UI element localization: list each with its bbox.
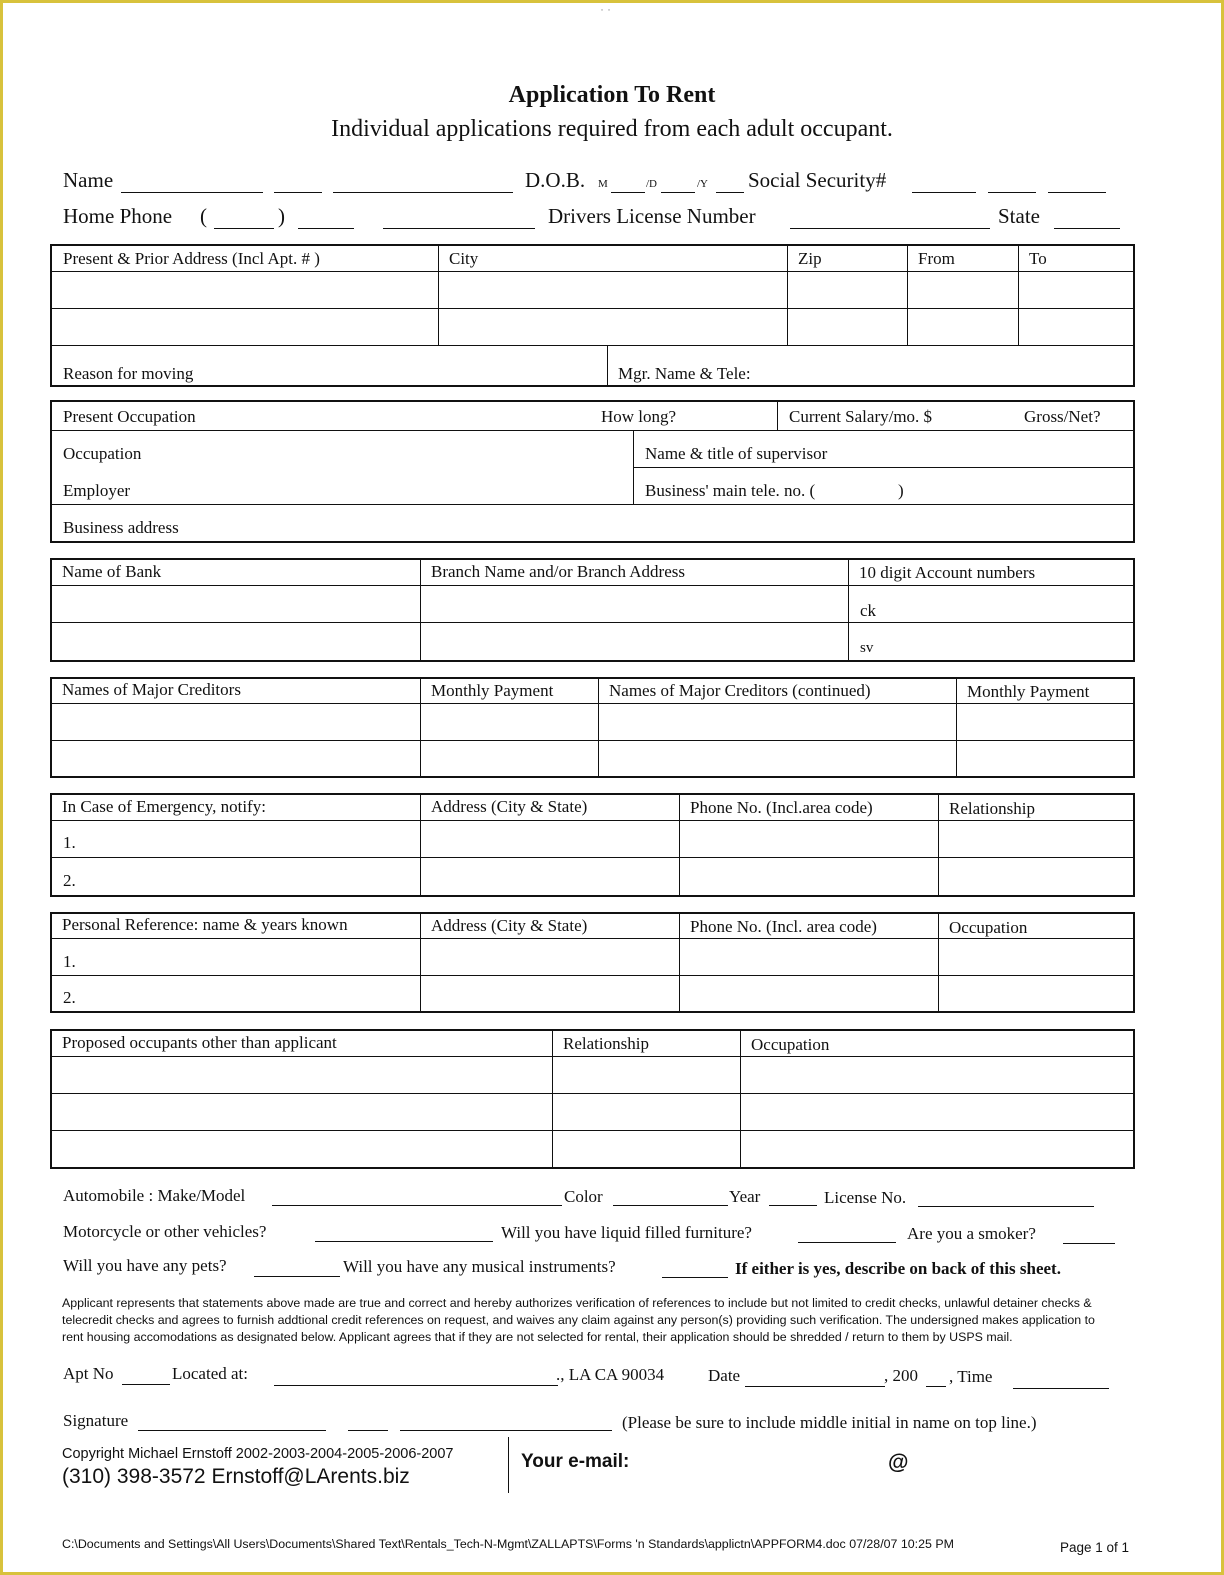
bank-name-header: Name of Bank [62,562,162,581]
col-divider [420,560,421,660]
col-divider [598,679,599,776]
area-code-line[interactable] [214,228,274,229]
disclaimer-line-1: Applicant represents that statements above made are true and correct and hereby authorizes verification of references to include but not limited to credit checks, unlawful detainer checks & [62,1296,1092,1310]
name-last-line[interactable] [333,192,513,193]
col-divider [938,914,939,1011]
col-divider [607,346,608,386]
city-header: City [449,249,479,268]
branch-header: Branch Name and/or Branch Address [431,562,685,581]
email-at-symbol: @ [888,1451,909,1474]
state-line[interactable] [1054,228,1120,229]
motorcycle-label: Motorcycle or other vehicles? [63,1222,267,1241]
signature-line-1[interactable] [138,1430,326,1431]
name-first-line[interactable] [121,192,263,193]
year-prefix: , 200 [884,1366,918,1385]
reference-header: Personal Reference: name & years known [62,915,348,934]
form-title: Application To Rent [508,82,716,108]
located-at-line[interactable] [274,1385,558,1386]
dob-day-line[interactable] [661,192,695,193]
pets-label: Will you have any pets? [63,1256,227,1275]
license-no-label: License No. [824,1188,907,1207]
row-divider [52,504,1133,505]
emergency-address-header: Address (City & State) [431,797,588,816]
row-divider [52,740,1133,741]
monthly-payment-header: Monthly Payment [431,681,554,700]
home-phone-open-paren: ( [200,204,207,228]
signature-label: Signature [63,1411,129,1430]
instruments-line[interactable] [662,1277,728,1278]
license-no-line[interactable] [918,1206,1094,1207]
dob-year-marker: /Y [697,178,708,190]
col-divider [552,1031,553,1167]
col-divider [420,679,421,776]
occupation-table [50,400,1135,543]
creditors-continued-header: Names of Major Creditors (continued) [609,681,871,700]
supervisor-label: Name & title of supervisor [645,444,828,463]
row-divider [52,585,1133,586]
ssn-part3-line[interactable] [1048,192,1106,193]
emergency-phone-header: Phone No. (Incl.area code) [690,798,873,817]
address-row-divider [52,308,1133,309]
col-divider [679,795,680,895]
col-divider [633,431,634,504]
describe-note: If either is yes, describe on back of this sheet. [735,1259,1061,1278]
city-zip-text: ., LA CA 90034 [556,1365,665,1384]
ssn-part1-line[interactable] [912,192,976,193]
col-divider [956,679,957,776]
zip-header: Zip [798,249,822,268]
col-divider [848,560,849,660]
apt-no-line[interactable] [122,1384,170,1385]
reference-row-2: 2. [63,988,76,1007]
disclaimer-line-3: rent housing accomodations as designated below. Applicant agrees that if they are not selected for rental, their application should be shredded / return to them by USPS mail. [62,1330,1013,1344]
row-divider [52,820,1133,821]
dob-day-marker: /D [646,178,657,190]
automobile-line[interactable] [272,1205,562,1206]
manager-label: Mgr. Name & Tele: [618,364,751,383]
gross-net-label: Gross/Net? [1024,407,1101,426]
color-line[interactable] [613,1205,728,1206]
time-label: , Time [949,1367,993,1386]
page-number: Page 1 of 1 [1060,1540,1130,1555]
business-address-label: Business address [63,518,179,537]
row-divider [52,622,1133,623]
home-phone-number-line[interactable] [383,228,535,229]
scan-mark: ˙ ˙ [600,6,611,20]
home-phone-close-paren: ) [278,204,285,228]
monthly-payment-2-header: Monthly Payment [967,682,1090,701]
occupation-label: Occupation [63,444,142,463]
date-label: Date [708,1366,741,1385]
email-label: Your e-mail: [521,1451,630,1472]
occupants-header: Proposed occupants other than applicant [62,1033,337,1052]
copyright-text: Copyright Michael Ernstoff 2002-2003-2004-2005-2006-2007 [62,1446,454,1462]
time-line[interactable] [1013,1388,1109,1389]
smoker-line[interactable] [1063,1243,1115,1244]
col-divider [787,246,788,345]
to-header: To [1029,249,1047,268]
reference-row-1: 1. [63,952,76,971]
emergency-row-2: 2. [63,871,76,890]
salary-label: Current Salary/mo. $ [789,407,933,426]
row-divider [52,1093,1133,1094]
form-subtitle: Individual applications required from each adult occupant. [331,116,893,142]
reference-occupation-header: Occupation [949,918,1028,937]
color-label: Color [564,1187,603,1206]
footer-divider [508,1437,509,1493]
home-phone-label: Home Phone [63,204,173,228]
dob-year-line[interactable] [716,192,744,193]
name-label: Name [63,168,114,192]
smoker-label: Are you a smoker? [907,1224,1036,1243]
col-divider [679,914,680,1011]
row-divider [52,1056,1133,1057]
reason-for-moving-label: Reason for moving [63,364,194,383]
emergency-header: In Case of Emergency, notify: [62,797,266,816]
signature-note: (Please be sure to include middle initial in name on top line.) [622,1413,1037,1432]
savings-label: sv [860,640,874,656]
employer-label: Employer [63,481,131,500]
row-divider [52,703,1133,704]
motorcycle-line[interactable] [315,1241,493,1242]
row-divider [52,857,1133,858]
occupants-occupation-header: Occupation [751,1035,830,1054]
pets-line[interactable] [254,1276,340,1277]
license-label: Drivers License Number [548,204,756,228]
col-divider [1018,246,1019,345]
row-divider [52,430,1133,431]
year-label: Year [729,1187,761,1206]
disclaimer-line-2: telecredit checks and agrees to furnish addtional credit references on request, and waives any claim against any person(s) providing such verification. The undersigned makes application to [62,1313,1095,1327]
located-at-label: Located at: [172,1364,248,1383]
apt-no-label: Apt No [63,1364,114,1383]
address-header: Present & Prior Address (Incl Apt. # ) [63,249,320,268]
ssn-part2-line[interactable] [988,192,1036,193]
col-divider [907,246,908,345]
furniture-line[interactable] [798,1242,896,1243]
signature-line-2[interactable] [348,1430,388,1431]
state-label: State [998,204,1040,228]
contact-text: (310) 398-3572 Ernstoff@LArents.biz [62,1465,410,1488]
address-reason-divider [52,345,1133,346]
business-phone-close: ) [898,481,904,500]
home-phone-prefix-line[interactable] [298,228,354,229]
row-divider [52,975,1133,976]
business-phone-label: Business' main tele. no. ( [645,481,816,500]
year-line[interactable] [769,1205,817,1206]
checking-label: ck [860,601,877,620]
col-divider [740,1031,741,1167]
row-divider [52,1130,1133,1131]
instruments-label: Will you have any musical instruments? [343,1257,616,1276]
emergency-relationship-header: Relationship [949,799,1035,818]
date-line[interactable] [745,1386,885,1387]
automobile-label: Automobile : Make/Model [63,1186,246,1205]
dob-month-marker: M [598,178,608,190]
file-path-text: C:\Documents and Settings\All Users\Documents\Shared Text\Rentals_Tech-N-Mgmt\ZALLAPTS\Forms 'n Standards\applictn\APPFORM4.doc 07/28/07 10:25 PM [62,1537,954,1551]
row-divider [633,467,1133,468]
col-divider [777,402,778,430]
dob-month-line[interactable] [611,192,645,193]
col-divider [420,914,421,1011]
date-year-line[interactable] [926,1386,946,1387]
signature-line-3[interactable] [400,1430,612,1431]
dob-label: D.O.B. [525,168,586,192]
furniture-label: Will you have liquid filled furniture? [501,1223,752,1242]
from-header: From [918,249,955,268]
present-occupation-label: Present Occupation [63,407,196,426]
ssn-label: Social Security# [748,168,887,192]
occupants-relationship-header: Relationship [563,1034,649,1053]
col-divider [938,795,939,895]
row-divider [52,938,1133,939]
col-divider [420,795,421,895]
creditors-header: Names of Major Creditors [62,680,241,699]
emergency-row-1: 1. [63,833,76,852]
reference-phone-header: Phone No. (Incl. area code) [690,917,877,936]
how-long-label: How long? [601,407,677,426]
col-divider [438,246,439,345]
license-line[interactable] [790,228,990,229]
name-middle-line[interactable] [274,192,322,193]
address-header-divider [52,271,1133,272]
reference-address-header: Address (City & State) [431,916,588,935]
account-numbers-header: 10 digit Account numbers [859,563,1036,582]
